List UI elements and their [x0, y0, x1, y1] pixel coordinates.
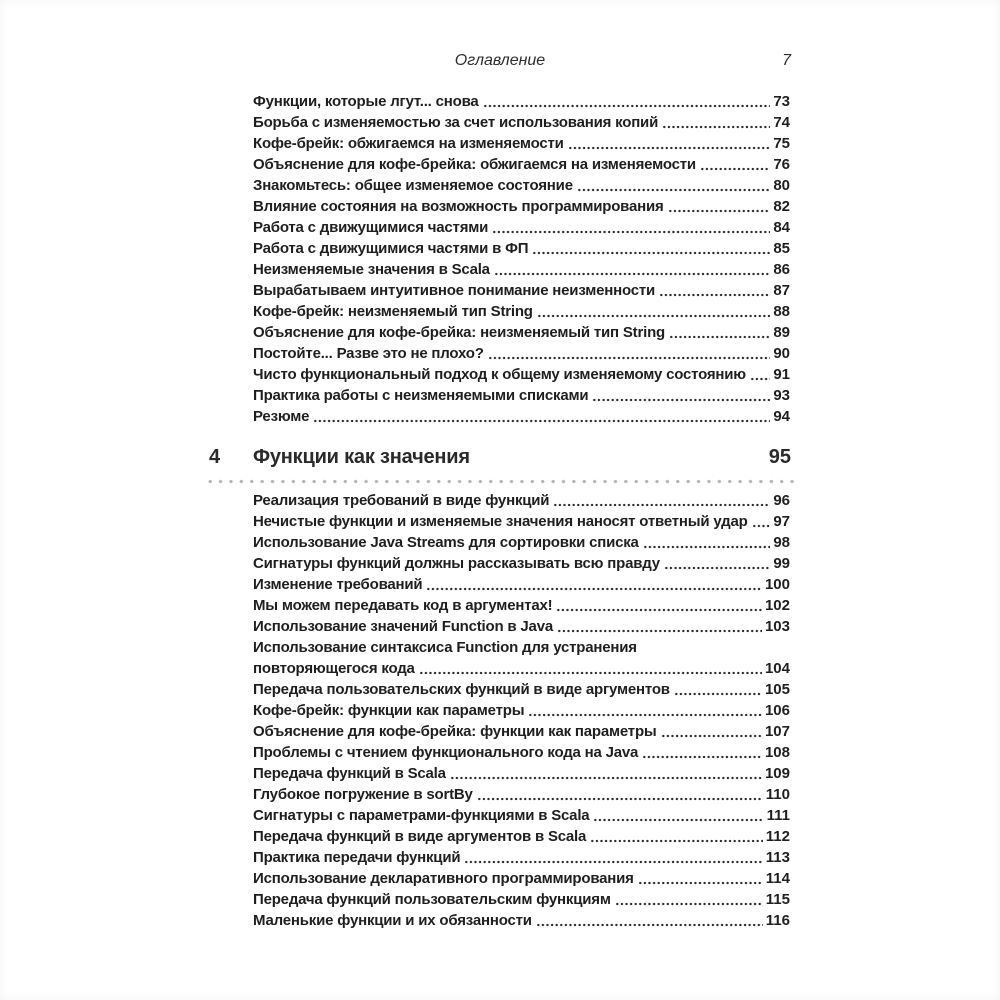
toc-entry-page: 113: [765, 849, 790, 866]
toc-entry-line: [253, 742, 795, 763]
dot-leader: [553, 503, 770, 507]
toc-entry-label: Знакомьтесь: общее изменяемое состояние: [253, 177, 573, 194]
toc-entry-label: Сигнатуры функций должны рассказывать всю правду: [253, 555, 660, 572]
toc-entry-line: [253, 826, 795, 847]
toc-entry-label: Изменение требований: [253, 576, 423, 593]
toc-entry-page: 73: [773, 93, 790, 110]
chapter-heading-row: [205, 446, 795, 469]
toc-entry: [205, 910, 795, 931]
chapter-title: Функции как значения: [253, 446, 470, 468]
toc-entry: [205, 490, 795, 511]
toc-entry: [205, 406, 795, 427]
toc-entry-label: Нечистые функции и изменяемые значения наносят ответный удар: [253, 513, 748, 530]
toc-entry-page: 99: [773, 555, 790, 572]
running-title: Оглавление: [454, 52, 546, 69]
dot-leader: [464, 860, 762, 864]
toc-entry-page: 115: [765, 891, 790, 908]
dot-leader: [556, 608, 762, 612]
toc-entry: [205, 511, 795, 532]
toc-entry-line: [253, 217, 795, 238]
toc-entry-page: 104: [764, 660, 790, 677]
toc-entry: [205, 343, 795, 364]
dot-leader: [557, 629, 762, 633]
toc-entry-line: [253, 595, 795, 616]
toc-entry-page: 100: [764, 576, 790, 593]
page-number: 7: [782, 52, 791, 69]
toc-entry-label: Постойте... Разве это не плохо?: [253, 345, 484, 362]
toc-entry-label: Кофе-брейк: обжигаемся на изменяемости: [253, 135, 564, 152]
toc-entry: [205, 721, 795, 742]
toc-entry: [205, 700, 795, 721]
toc-entry-label: Влияние состояния на возможность программирования: [253, 198, 664, 215]
toc-entry-line: [253, 196, 795, 217]
toc-entry-line: [253, 385, 795, 406]
toc-entry-line: [253, 700, 795, 721]
toc-entry: [205, 637, 795, 679]
toc-entry: [205, 91, 795, 112]
dot-leader: [750, 377, 770, 381]
toc-entry-line: [253, 763, 795, 784]
toc-entry: [205, 217, 795, 238]
toc-entry-page: 110: [765, 786, 790, 803]
toc-entry: [205, 322, 795, 343]
toc-entry-page: 105: [764, 681, 790, 698]
chapter-page-number: 95: [768, 446, 791, 468]
toc-entry-line: [253, 91, 795, 112]
dot-leader: [488, 356, 771, 360]
toc-entry-label: Резюме: [253, 408, 310, 425]
toc-entry-line: [253, 847, 795, 868]
page-header: [205, 52, 795, 72]
toc-entry: [205, 280, 795, 301]
toc-entry-line: [253, 238, 795, 259]
toc-entry-line: [253, 280, 795, 301]
toc-entry-page: 91: [773, 366, 790, 383]
dot-leader: [528, 713, 762, 717]
toc-entry-label: Использование значений Function в Java: [253, 618, 553, 635]
toc-entry-page: 102: [764, 597, 790, 614]
toc-entry: [205, 784, 795, 805]
toc-entry: [205, 238, 795, 259]
toc-entry: [205, 532, 795, 553]
dot-leader: [752, 524, 771, 528]
chapter-heading: [205, 446, 795, 484]
toc-entry: [205, 826, 795, 847]
toc-entry-line: [253, 511, 795, 532]
toc-entry: [205, 679, 795, 700]
dot-leader: [662, 125, 770, 129]
toc-entry: [205, 763, 795, 784]
toc-entry-label: Глубокое погружение в sortBy: [253, 786, 473, 803]
toc-entry-label: Использование декларативного программирования: [253, 870, 634, 887]
toc-entry-label: Маленькие функции и их обязанности: [253, 912, 532, 929]
toc-entry: [205, 196, 795, 217]
toc-entry-label: Объяснение для кофе-брейка: обжигаемся на изменяемости: [253, 156, 696, 173]
toc-entry-page: 98: [773, 534, 790, 551]
dot-leader: [674, 692, 762, 696]
toc-entry-line: [253, 574, 795, 595]
toc-entry-label: Неизменяемые значения в Scala: [253, 261, 490, 278]
dot-leader: [426, 587, 762, 591]
toc-entry-page: 103: [764, 618, 790, 635]
toc-entry: [205, 742, 795, 763]
toc-entry-page: 111: [766, 807, 790, 824]
toc-entry-label: Использование Java Streams для сортировки списка: [253, 534, 639, 551]
toc-entry-line: [253, 301, 795, 322]
toc-entry-line: [253, 637, 795, 658]
toc-entry-page: 87: [773, 282, 790, 299]
toc-entry-line: [253, 679, 795, 700]
toc-entry: [205, 805, 795, 826]
toc-list-chapter-4: [205, 490, 795, 931]
toc-entry-page: 94: [773, 408, 790, 425]
toc-entry-page: 108: [764, 744, 790, 761]
toc-entry-page: 114: [765, 870, 790, 887]
toc-entry: [205, 574, 795, 595]
toc-entry: [205, 301, 795, 322]
toc-entry-label: Объяснение для кофе-брейка: неизменяемый тип String: [253, 324, 665, 341]
toc-entry-page: 80: [773, 177, 790, 194]
toc-entry-label: Сигнатуры с параметрами-функциями в Scala: [253, 807, 590, 824]
toc-entry-line: [253, 532, 795, 553]
toc-entry-line: [253, 133, 795, 154]
toc-entry-line: [253, 553, 795, 574]
toc-entry-label: Объяснение для кофе-брейка: функции как параметры: [253, 723, 657, 740]
dot-leader: [669, 335, 770, 339]
chapter-dotted-rule: [205, 479, 795, 484]
dot-leader: [700, 167, 770, 171]
toc-entry-line-continued: [253, 658, 795, 679]
toc-entry-line: [253, 154, 795, 175]
chapter-number: 4: [209, 446, 221, 468]
toc-entry-line: [253, 805, 795, 826]
toc-entry-label: Работа с движущимися частями: [253, 219, 489, 236]
toc-entry-page: 86: [773, 261, 790, 278]
dot-leader: [643, 545, 771, 549]
dot-leader: [537, 314, 771, 318]
dot-leader: [638, 881, 763, 885]
dot-leader: [483, 104, 771, 108]
dot-leader: [642, 755, 762, 759]
dot-leader: [590, 839, 763, 843]
toc-entry-label: Передача функций пользовательским функциям: [253, 891, 611, 908]
toc-entry-label: Функции, которые лгут... снова: [253, 93, 479, 110]
toc-entry-page: 112: [765, 828, 790, 845]
toc-entry-page: 90: [773, 345, 790, 362]
toc-entry-label: Практика передачи функций: [253, 849, 461, 866]
toc-entry: [205, 133, 795, 154]
dot-leader: [494, 272, 770, 276]
toc-entry-label: Реализация требований в виде функций: [253, 492, 550, 509]
dot-leader: [659, 293, 770, 297]
toc-entry-page: 75: [773, 135, 790, 152]
toc-entry-page: 88: [773, 303, 790, 320]
toc-entry-page: 97: [773, 513, 790, 530]
toc-entry-page: 76: [773, 156, 790, 173]
toc-entry-line: [253, 910, 795, 931]
toc-entry-page: 89: [773, 324, 790, 341]
toc-entry-page: 96: [773, 492, 790, 509]
toc-entry: [205, 385, 795, 406]
toc-entry-page: 82: [773, 198, 790, 215]
toc-entry-line: [253, 889, 795, 910]
toc-entry-page: 107: [764, 723, 790, 740]
dot-leader: [615, 902, 763, 906]
toc-entry: [205, 616, 795, 637]
dot-leader: [450, 776, 762, 780]
toc-entry-page: 116: [765, 912, 790, 929]
toc-entry-label: Использование синтаксиса Function для устранения: [253, 639, 637, 656]
toc-entry-label: Передача пользовательских функций в виде аргументов: [253, 681, 670, 698]
toc-entry-label: Передача функций в виде аргументов в Scala: [253, 828, 587, 845]
toc-entry: [205, 868, 795, 889]
dot-leader: [664, 566, 770, 570]
toc-entry-line: [253, 406, 795, 427]
toc-entry-line: [253, 175, 795, 196]
toc-entry-label: Мы можем передавать код в аргументах!: [253, 597, 553, 614]
toc-entry-page: 93: [773, 387, 790, 404]
dot-leader: [536, 923, 763, 927]
toc-entry-label-continued: повторяющегося кода: [253, 660, 415, 677]
toc-entry-label: Передача функций в Scala: [253, 765, 446, 782]
dot-leader: [419, 671, 762, 675]
toc-entry: [205, 112, 795, 133]
dot-leader: [592, 398, 770, 402]
toc-entry-label: Кофе-брейк: неизменяемый тип String: [253, 303, 533, 320]
toc-entry: [205, 847, 795, 868]
toc-entry-label: Практика работы с неизменяемыми списками: [253, 387, 589, 404]
toc-entry-label: Работа с движущимися частями в ФП: [253, 240, 529, 257]
toc-entry-line: [253, 322, 795, 343]
toc-entry: [205, 154, 795, 175]
dot-leader: [492, 230, 770, 234]
dot-leader: [568, 146, 771, 150]
dot-leader: [661, 734, 762, 738]
dot-leader: [577, 188, 770, 192]
toc-entry-line: [253, 364, 795, 385]
dot-leader: [313, 419, 770, 423]
toc-entry-line: [253, 490, 795, 511]
toc-entry-line: [253, 721, 795, 742]
toc-entry-page: 109: [764, 765, 790, 782]
toc-entry-label: Чисто функциональный подход к общему изменяемому состоянию: [253, 366, 746, 383]
dot-leader: [477, 797, 763, 801]
toc-entry: [205, 595, 795, 616]
toc-entry-line: [253, 259, 795, 280]
toc-entry: [205, 175, 795, 196]
dot-leader: [532, 251, 770, 255]
dot-leader: [668, 209, 771, 213]
toc-entry: [205, 553, 795, 574]
toc-entry: [205, 889, 795, 910]
toc-list-chapter-3: [205, 91, 795, 427]
toc-entry-page: 106: [764, 702, 790, 719]
toc-entry: [205, 364, 795, 385]
toc-entry-page: 85: [773, 240, 790, 257]
toc-entry-page: 74: [773, 114, 790, 131]
toc-entry-line: [253, 616, 795, 637]
toc-entry-line: [253, 868, 795, 889]
toc-entry-page: 84: [773, 219, 790, 236]
toc-entry-line: [253, 112, 795, 133]
toc-entry-label: Кофе-брейк: функции как параметры: [253, 702, 525, 719]
toc-entry-label: Борьба с изменяемостью за счет использования копий: [253, 114, 659, 131]
dot-leader: [593, 818, 763, 822]
toc-entry-label: Вырабатываем интуитивное понимание неизменности: [253, 282, 656, 299]
toc-entry-line: [253, 343, 795, 364]
toc-entry: [205, 259, 795, 280]
toc-entry-line: [253, 784, 795, 805]
toc-entry-label: Проблемы с чтением функционального кода на Java: [253, 744, 639, 761]
